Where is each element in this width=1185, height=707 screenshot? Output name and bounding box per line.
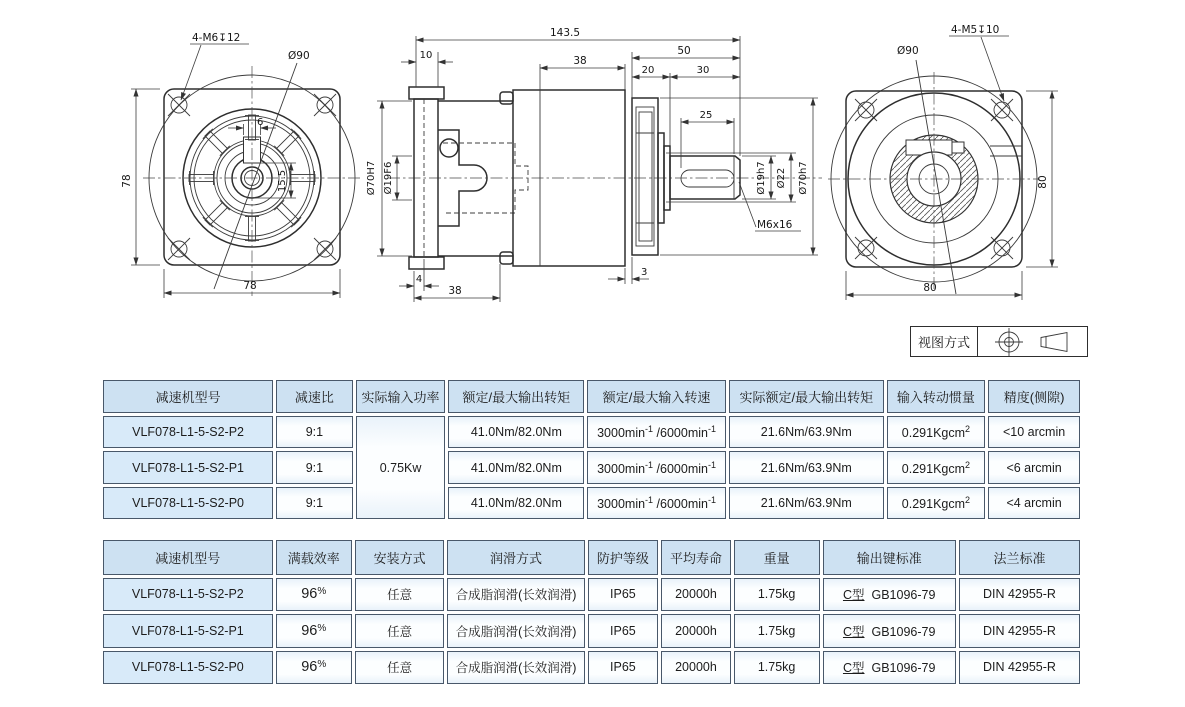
col-efficiency: 满载效率 (276, 540, 352, 575)
power-cell: 0.75Kw (356, 416, 446, 519)
col-lifetime: 平均寿命 (661, 540, 731, 575)
model-cell: VLF078-L1-5-S2-P0 (103, 487, 273, 519)
protection-cell: IP65 (588, 614, 659, 647)
mounting-cell: 任意 (355, 651, 445, 685)
weight-cell: 1.75kg (734, 651, 820, 685)
inertia-cell: 0.291Kgcm$^2$ (887, 451, 985, 483)
performance-table (100, 377, 1083, 522)
efficiency-cell: 96% (276, 651, 352, 685)
front-flange-dia-label: Ø90 (288, 50, 310, 62)
col-ratio: 减速比 (276, 380, 352, 413)
dim-total-length: 143.5 (549, 27, 581, 39)
target-symbol-icon (994, 328, 1024, 356)
model-cell: VLF078-L1-5-S2-P2 (103, 578, 273, 611)
projection-symbols (978, 327, 1087, 356)
dim-keyway-depth: 15.5 (277, 169, 288, 193)
flange-standard-cell: DIN 42955-R (959, 614, 1080, 647)
dim-flange-thickness: 10 (419, 50, 433, 61)
torque-cell: 41.0Nm/82.0Nm (448, 487, 584, 519)
efficiency-cell: 96% (276, 578, 352, 611)
ratio-cell: 9:1 (276, 416, 352, 448)
col-flange-standard: 法兰标准 (959, 540, 1080, 575)
rear-flange-dia-label: Ø90 (897, 45, 919, 57)
shaft-keyway (681, 170, 734, 187)
actual-torque-cell: 21.6Nm/63.9Nm (729, 487, 884, 519)
dim-front-width: 78 (243, 280, 257, 292)
actual-torque-cell: 21.6Nm/63.9Nm (729, 451, 884, 483)
col-model: 减速机型号 (103, 380, 273, 413)
table-row (103, 487, 1080, 519)
col-precision: 精度(侧隙) (988, 380, 1080, 413)
dim-20: 20 (641, 65, 655, 76)
col-model: 减速机型号 (103, 540, 273, 575)
precision-cell: <6 arcmin (988, 451, 1080, 483)
speed-cell: $3000\min^{-1}$ $/6000\min^{-1}$ (587, 451, 726, 483)
performance-header-row (103, 380, 1080, 413)
col-input-speed: 额定/最大输入转速 (587, 380, 726, 413)
dim-rear-width: 80 (923, 282, 937, 294)
lifetime-cell: 20000h (661, 651, 731, 685)
flange-standard-cell: DIN 42955-R (959, 651, 1080, 685)
protection-cell: IP65 (588, 651, 659, 685)
table-row (103, 416, 1080, 448)
dim-front-height: 78 (121, 174, 133, 188)
tapped-hole-note: M6x16 (757, 219, 793, 231)
torque-cell: 41.0Nm/82.0Nm (448, 451, 584, 483)
col-weight: 重量 (734, 540, 820, 575)
precision-cell: <4 arcmin (988, 487, 1080, 519)
precision-cell: <10 arcmin (988, 416, 1080, 448)
dim-keyway-width: 6 (257, 117, 264, 128)
table-row (103, 651, 1080, 685)
table-row (103, 451, 1080, 483)
projection-method-box (910, 326, 1088, 357)
dim-rear-height: 80 (1037, 175, 1049, 189)
lubrication-cell: 合成脂润滑(长效润滑) (447, 651, 584, 685)
key-standard-cell: C型 GB1096-79 (823, 614, 956, 647)
dim-collar-dia: Ø22 (776, 167, 787, 189)
dim-50: 50 (677, 45, 691, 57)
torque-cell: 41.0Nm/82.0Nm (448, 416, 584, 448)
ratio-cell: 9:1 (276, 451, 352, 483)
col-actual-torque: 实际额定/最大输出转矩 (729, 380, 884, 413)
general-spec-table (100, 537, 1083, 687)
mounting-cell: 任意 (355, 614, 445, 647)
dim-spigot-dia: Ø70h7 (798, 161, 809, 195)
ratio-cell: 9:1 (276, 487, 352, 519)
speed-cell: $3000\min^{-1}$ $/6000\min^{-1}$ (587, 416, 726, 448)
dim-4: 4 (415, 274, 423, 285)
output-shaft (670, 156, 740, 199)
efficiency-cell: 96% (276, 614, 352, 647)
col-mounting: 安装方式 (355, 540, 445, 575)
dim-38-bottom: 38 (448, 285, 462, 297)
flange-standard-cell: DIN 42955-R (959, 578, 1080, 611)
actual-torque-cell: 21.6Nm/63.9Nm (729, 416, 884, 448)
table-row (103, 578, 1080, 611)
side-view-drawing (365, 27, 822, 302)
front-thread-note: 4-M6↧12 (192, 32, 241, 44)
col-input-power: 实际输入功率 (356, 380, 446, 413)
front-view-drawing (121, 32, 361, 298)
inertia-cell: 0.291Kgcm$^2$ (887, 416, 985, 448)
key-standard-cell: C型 GB1096-79 (823, 651, 956, 685)
dim-input-bore: Ø19F6 (383, 161, 394, 195)
projection-method-label: 视图方式 (911, 327, 978, 356)
lifetime-cell: 20000h (661, 614, 731, 647)
lubrication-cell: 合成脂润滑(长效润滑) (447, 614, 584, 647)
dim-30: 30 (696, 65, 710, 76)
mounting-cell: 任意 (355, 578, 445, 611)
table-row (103, 614, 1080, 647)
col-output-torque: 额定/最大输出转矩 (448, 380, 584, 413)
spec-header-row (103, 540, 1080, 575)
cone-projection-icon (1038, 330, 1072, 354)
model-cell: VLF078-L1-5-S2-P0 (103, 651, 273, 685)
rear-view-drawing (828, 24, 1058, 300)
speed-cell: $3000\min^{-1}$ $/6000\min^{-1}$ (587, 487, 726, 519)
dim-key-length: 25 (699, 110, 713, 121)
inertia-cell: 0.291Kgcm$^2$ (887, 487, 985, 519)
dim-body-length: 38 (573, 55, 587, 67)
model-cell: VLF078-L1-5-S2-P1 (103, 614, 273, 647)
col-lubrication: 润滑方式 (447, 540, 584, 575)
model-cell: VLF078-L1-5-S2-P2 (103, 416, 273, 448)
protection-cell: IP65 (588, 578, 659, 611)
key-standard-cell: C型 GB1096-79 (823, 578, 956, 611)
dim-shaft-dia: Ø19h7 (756, 161, 767, 195)
dim-pilot-bore: Ø70H7 (366, 160, 377, 196)
rear-thread-note: 4-M5↧10 (951, 24, 1000, 36)
col-key-standard: 输出键标准 (823, 540, 956, 575)
model-cell: VLF078-L1-5-S2-P1 (103, 451, 273, 483)
col-protection: 防护等级 (588, 540, 659, 575)
lubrication-cell: 合成脂润滑(长效润滑) (447, 578, 584, 611)
lifetime-cell: 20000h (661, 578, 731, 611)
dim-3: 3 (641, 267, 648, 278)
col-inertia: 输入转动惯量 (887, 380, 985, 413)
weight-cell: 1.75kg (734, 578, 820, 611)
weight-cell: 1.75kg (734, 614, 820, 647)
